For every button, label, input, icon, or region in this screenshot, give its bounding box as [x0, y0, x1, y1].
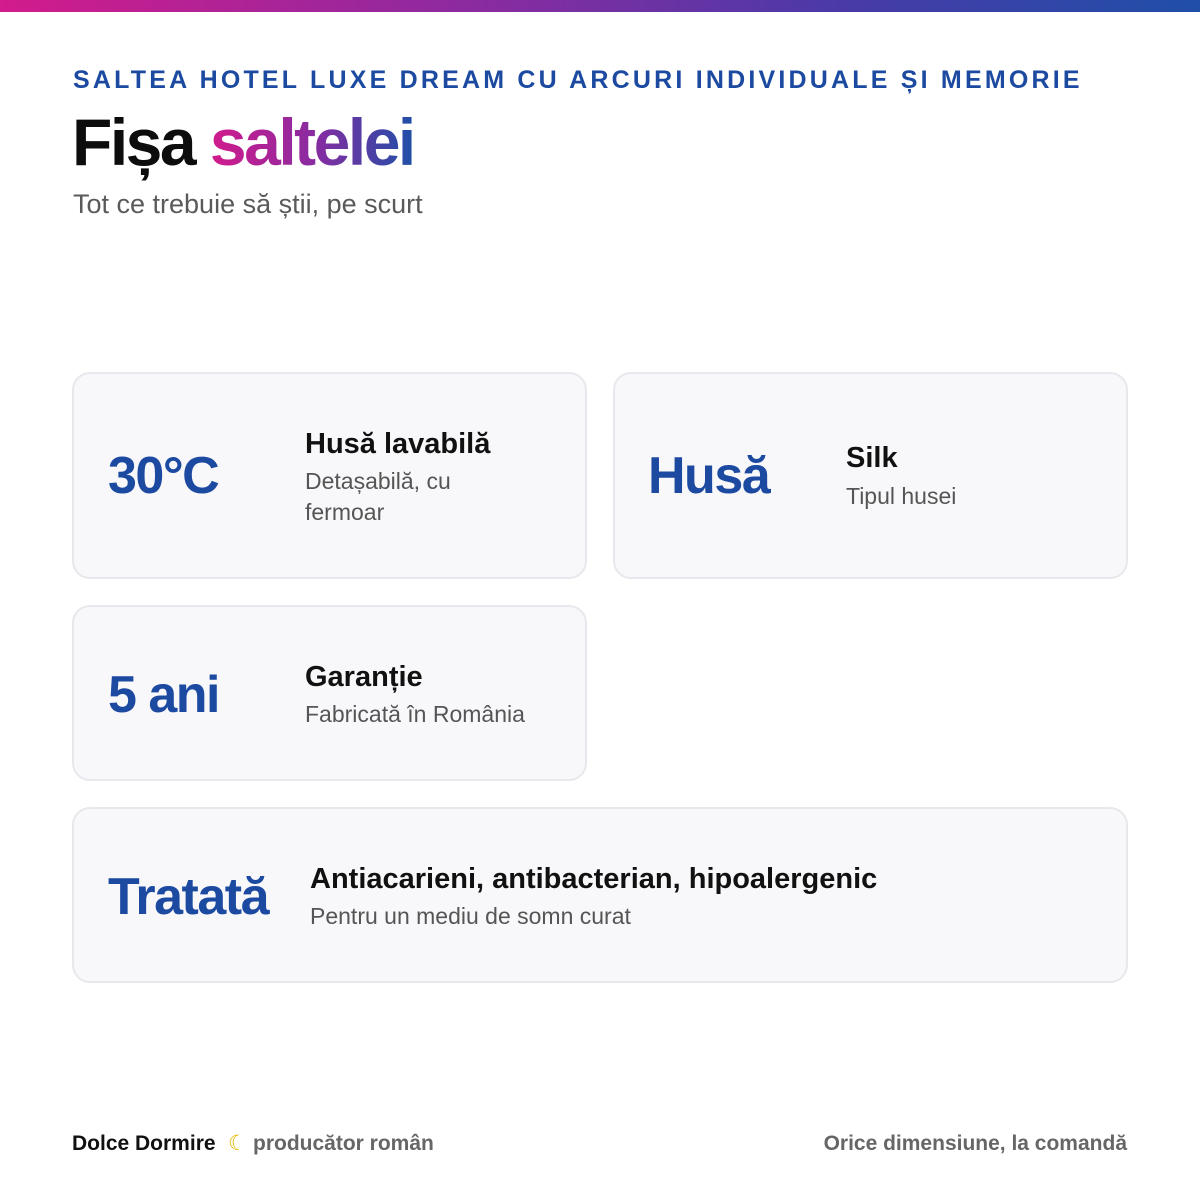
spec-card-label: Garanție	[305, 661, 423, 693]
crescent-moon-icon: ☾	[228, 1132, 247, 1155]
spec-card-label: Antiacarieni, antibacterian, hipoalergenic	[310, 863, 878, 895]
spec-card-value: 30°C	[108, 447, 219, 505]
page-title	[72, 104, 414, 180]
page-subtitle: Tot ce trebuie să știi, pe scurt	[73, 189, 423, 219]
spec-card-label: Silk	[846, 442, 898, 474]
spec-card-warranty	[72, 605, 587, 781]
spec-card-value: 5 ani	[108, 666, 219, 724]
spec-card-value: Husă	[648, 447, 770, 505]
spec-card-cover-type	[613, 372, 1128, 579]
footer-brand-name: Dolce Dormire	[72, 1132, 216, 1155]
spec-card-washable-cover	[72, 372, 587, 579]
top-gradient-bar	[0, 0, 1200, 12]
footer-custom-size-note: Orice dimensiune, la comandă	[823, 1132, 1127, 1155]
spec-card-treatment	[72, 807, 1128, 983]
spec-card-description: Pentru un mediu de somn curat	[310, 903, 631, 929]
page-title-part2: saltelei	[209, 105, 414, 179]
spec-card-value: Tratată	[108, 868, 269, 926]
spec-card-description: Detașabilă, cu fermoar	[305, 468, 451, 525]
product-name-eyebrow: SALTEA HOTEL LUXE DREAM CU ARCURI INDIVIDUALE ȘI MEMORIE	[73, 66, 1083, 94]
spec-card-description: Fabricată în România	[305, 701, 525, 727]
spec-card-label: Husă lavabilă	[305, 428, 491, 460]
page-title-part1: Fișa	[72, 105, 195, 179]
spec-card-description: Tipul husei	[846, 483, 957, 509]
footer-tagline: producător român	[253, 1132, 434, 1155]
